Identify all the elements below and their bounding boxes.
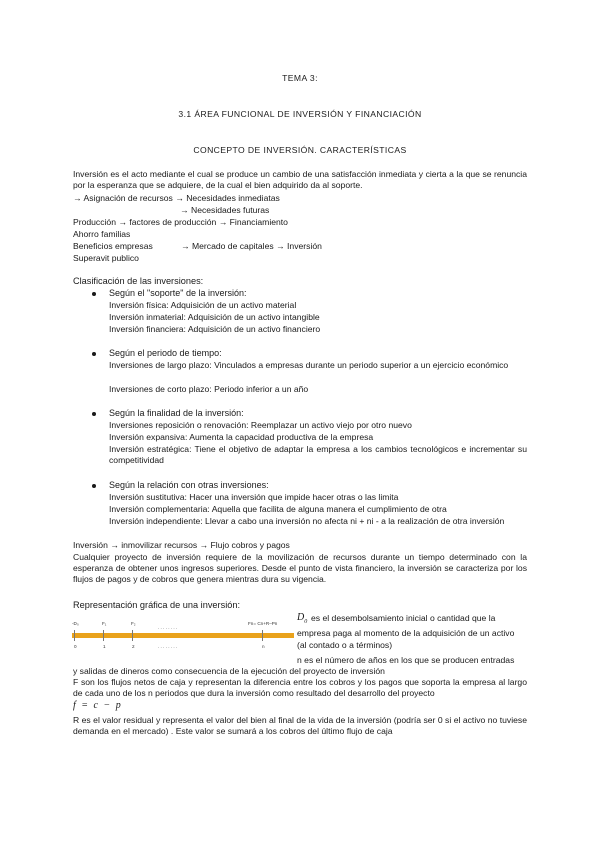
flow-line: Inversión → inmovilizar recursos → Flujo cobros y pagos (73, 540, 290, 550)
representation-title: Representación gráfica de una inversión: (73, 600, 241, 610)
timeline-bottom-label: n (262, 644, 265, 649)
intro-line-4: Ahorro familias (73, 229, 131, 239)
intro-line-3: Producción → factores de producción → Financiamiento (73, 217, 288, 227)
bullet-icon (92, 292, 96, 296)
flow-paragraph: Cualquier proyecto de inversión requiere de la movilización de recursos durante un tiempo determinado con la esperanza de obtener unos ingresos superiores. Desde el punto de vista financiero, la inversión se caracteriza por los flujos de pagos y de cobros que genera mientras dura su vigencia. (73, 552, 527, 584)
timeline-top-label: . . . . . . . . (158, 625, 178, 630)
n-text-2: y salidas de dineros como consecuencia de la ejecución del proyecto de inversión (73, 666, 385, 676)
group-heading: Según el periodo de tiempo: (109, 348, 222, 358)
intro-line-2: → Necesidades futuras (180, 205, 270, 215)
subtitle: CONCEPTO DE INVERSIÓN. CARACTERÍSTICAS (193, 145, 407, 155)
f-formula: f = c − p (73, 700, 121, 711)
d0-text-2: empresa paga al momento de la adquisición de un activo (297, 628, 515, 638)
investment-timeline-diagram (72, 619, 294, 651)
timeline-tick (74, 630, 75, 641)
intro-line-5a: Beneficios empresas (73, 241, 153, 251)
group-line: Inversiones de largo plazo: Vinculados a empresas durante un periodo superior a un ejercicio económico (109, 360, 509, 370)
group-line: Inversión expansiva: Aumenta la capacidad productiva de la empresa (109, 432, 374, 442)
timeline-top-label: F₂ (131, 621, 136, 626)
timeline-bottom-label: 0 (74, 644, 77, 649)
bullet-icon (92, 412, 96, 416)
timeline-top-label: -D₀ (72, 621, 79, 626)
group-heading: Según la finalidad de la inversión: (109, 408, 244, 418)
group-heading: Según el "soporte" de la inversión: (109, 288, 247, 298)
d0-text-1: es el desembolsamiento inicial o cantidad que la (311, 613, 496, 623)
group-line: Inversión física: Adquisición de un activo material (109, 300, 297, 310)
timeline-bottom-label: 1 (103, 644, 106, 649)
timeline-top-label: F₁ (102, 621, 107, 626)
group-line: Inversión independiente: Llevar a cabo una inversión no afecta ni + ni - a la realización de otra inversión (109, 516, 505, 526)
f-paragraph: F son los flujos netos de caja y representan la diferencia entre los cobros y los pagos que soporta la empresa al largo de cada uno de los n periodos que dura la inversión como resultado del desarrollo del proyecto (73, 677, 527, 698)
group-line: Inversión complementaria: Aquella que facilita de alguna manera el cumplimiento de otra (109, 504, 447, 514)
bullet-icon (92, 484, 96, 488)
group-line: Inversiones de corto plazo: Periodo inferior a un año (109, 384, 309, 394)
definition-paragraph: Inversión es el acto mediante el cual se produce un cambio de una satisfacción inmediata y cierta a la que se renuncia por la esperanza que se adquiere, de la cual el bien adquirido da al soporte. (73, 169, 527, 190)
group-line: Inversiones reposición o renovación: Reemplazar un activo viejo por otro nuevo (109, 420, 412, 430)
group-line: Inversión inmaterial: Adquisición de un activo intangible (109, 312, 320, 322)
d0-symbol: $D_0$ (297, 612, 308, 625)
tema-title: TEMA 3: (282, 73, 318, 83)
section-title: 3.1 ÁREA FUNCIONAL DE INVERSIÓN Y FINANCIACIÓN (178, 109, 422, 119)
r-paragraph: R es el valor residual y representa el valor del bien al final de la vida de la inversión (podría ser 0 si el activo no tuviese demanda en el mercado) . Este valor se sumará a los cobros del último flujo de caja (73, 715, 527, 736)
d0-text-3: (al contado o a términos) (297, 640, 393, 650)
intro-line-5b: → Mercado de capitales → Inversión (181, 241, 322, 251)
timeline-bottom-label: 2 (132, 644, 135, 649)
classification-title: Clasificación de las inversiones: (73, 276, 204, 286)
group-line: Inversión estratégica: Tiene el objetivo de adaptar la empresa a los cambios tecnológicos e incrementar su competitividad (109, 444, 527, 465)
timeline-tick (132, 630, 133, 641)
timeline-bottom-label: . . . . . . . . (158, 644, 178, 649)
n-text-1: n es el número de años en los que se producen entradas (297, 655, 515, 665)
timeline-tick (262, 630, 263, 641)
intro-line-1: → Asignación de recursos → Necesidades inmediatas (73, 193, 280, 203)
intro-line-6: Superavit publico (73, 253, 139, 263)
timeline-bar (72, 633, 294, 638)
bullet-icon (92, 352, 96, 356)
timeline-tick (103, 630, 104, 641)
group-line: Inversión financiera: Adquisición de un activo financiero (109, 324, 321, 334)
group-heading: Según la relación con otras inversiones: (109, 480, 269, 490)
timeline-top-label: Fn= Cn+R–Pn (248, 621, 278, 626)
group-line: Inversión sustitutiva: Hacer una inversión que impide hacer otras o las limita (109, 492, 399, 502)
